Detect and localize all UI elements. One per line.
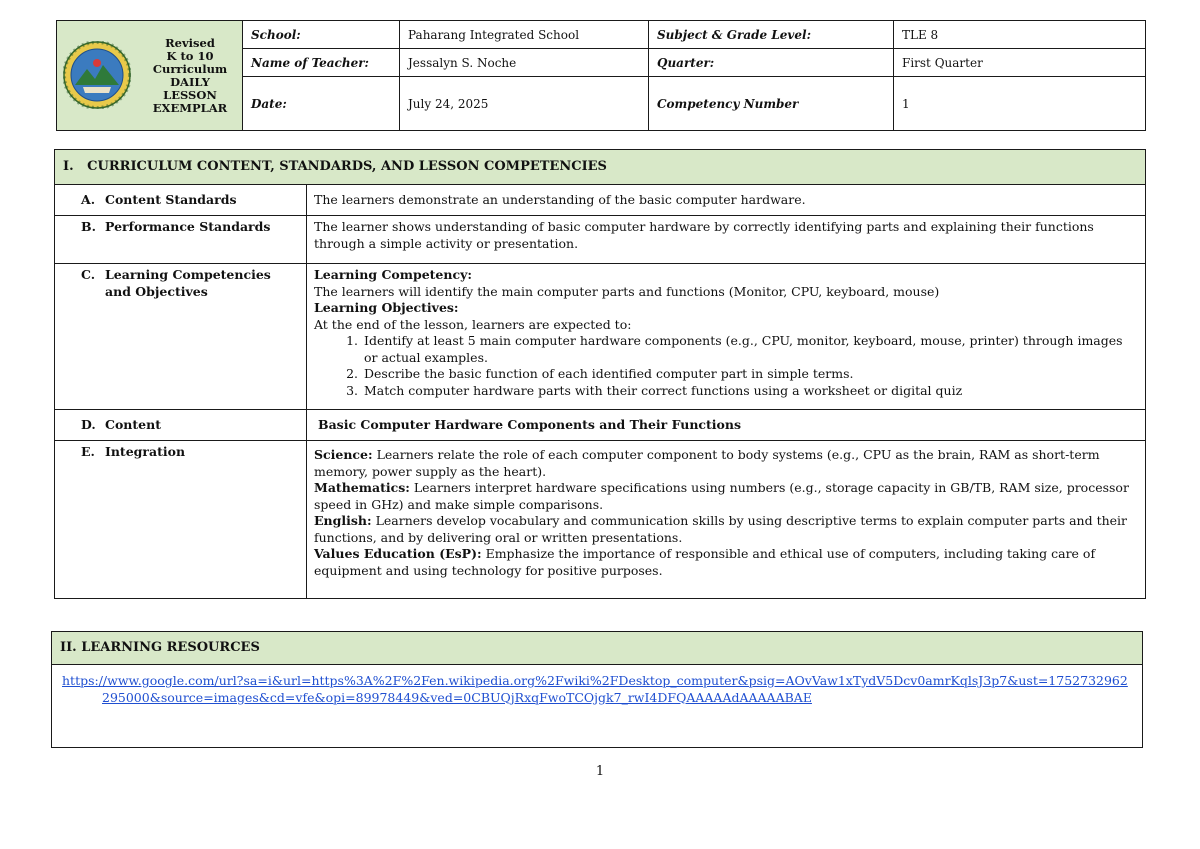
doc-title-line: DAILY LESSON: [163, 75, 217, 102]
subject-text: Learners relate the role of each computer component to body systems (e.g., CPU as the brain, RAM as short-term memory, power supply as the heart).: [314, 447, 1100, 479]
doc-title-line: EXEMPLAR: [152, 101, 228, 115]
subject-text: Learners develop vocabulary and communication skills by using descriptive terms to explain computer parts and their functions, and by delivering oral or written presentations.: [314, 513, 1128, 545]
competency-label: Competency Number: [649, 77, 894, 131]
row-label-text: Content Standards: [105, 191, 237, 207]
quarter-label: Quarter:: [649, 49, 894, 77]
performance-standards-label: [55, 216, 307, 264]
objectives-list: [314, 333, 1138, 399]
values-integration: [314, 546, 1138, 579]
content-standards-text: The learners demonstrate an understanding of the basic computer hardware.: [307, 185, 1146, 216]
competency-value: 1: [894, 77, 1146, 131]
row-letter: D.: [81, 416, 96, 432]
row-letter: B.: [81, 219, 96, 234]
school-seal-icon: [63, 41, 131, 109]
science-integration: [314, 447, 1138, 480]
doc-title-block: [145, 37, 235, 115]
learning-resources-table: [51, 631, 1143, 748]
resource-link[interactable]: https://www.google.com/url?sa=i&url=https%3A%2F%2Fen.wikipedia.org%2Fwiki%2FDesktop_computer&psig=AOvVaw1xTydV5Dcv0amrKqlsJ3p7&ust=1752732962295000&source=images&cd=vfe&opi=89978449&ved=0CBUQjRxqFwoTCOjgk7_rwI4DFQAAAAAdAAAAABAE: [62, 673, 1128, 705]
content-text: Basic Computer Hardware Components and Their Functions: [307, 410, 1146, 441]
subject-value: TLE 8: [894, 21, 1146, 49]
competency-text: The learners will identify the main computer parts and functions (Monitor, CPU, keyboard, mouse): [314, 283, 940, 299]
section-one-title: I. CURRICULUM CONTENT, STANDARDS, AND LESSON COMPETENCIES: [55, 150, 1146, 185]
objectives-heading: Learning Objectives:: [314, 300, 459, 315]
row-label-text: Learning Competencies: [105, 267, 271, 282]
page-number: 1: [595, 764, 605, 779]
quarter-value: First Quarter: [894, 49, 1146, 77]
objective-item: 3. Match computer hardware parts with their correct functions using a worksheet or digital quiz: [362, 383, 1138, 400]
lesson-header-table: [56, 20, 1146, 131]
section-two-title: II. LEARNING RESOURCES: [52, 632, 1143, 665]
row-label-text: and Objectives: [105, 283, 208, 299]
integration-label: [55, 441, 307, 599]
content-standards-label: [55, 185, 307, 216]
objectives-intro: At the end of the lesson, learners are expected to:: [314, 316, 632, 332]
row-label-text: Content: [105, 416, 161, 432]
learning-competencies-label: [55, 264, 307, 410]
date-label: Date:: [243, 77, 400, 131]
doc-title-line: Revised: [165, 36, 215, 50]
performance-standards-text: The learner shows understanding of basic computer hardware by correctly identifying parts and explaining their functions through a simple activity or presentation.: [307, 216, 1146, 264]
teacher-label: Name of Teacher:: [243, 49, 400, 77]
math-integration: [314, 480, 1138, 513]
subject-text: Learners interpret hardware specifications using numbers (e.g., storage capacity in GB/TB, RAM size, processor speed in GHz) and make simple comparisons.: [314, 480, 1129, 512]
subject-heading: English:: [314, 513, 372, 528]
subject-label: Subject & Grade Level:: [649, 21, 894, 49]
row-label-text: Performance Standards: [105, 219, 271, 234]
english-integration: [314, 513, 1138, 546]
date-value: July 24, 2025: [400, 77, 649, 131]
subject-heading: Values Education (EsP):: [314, 546, 482, 561]
resources-content: [52, 665, 1143, 748]
doc-title-line: K to 10: [166, 49, 214, 63]
school-value: Paharang Integrated School: [400, 21, 649, 49]
objective-item: 2. Describe the basic function of each identified computer part in simple terms.: [362, 366, 1138, 383]
row-letter: E.: [81, 444, 95, 459]
learning-competencies-content: [307, 264, 1146, 410]
teacher-value: Jessalyn S. Noche: [400, 49, 649, 77]
logo-title-cell: [57, 21, 243, 131]
subject-heading: Science:: [314, 447, 373, 462]
row-letter: A.: [81, 191, 96, 207]
row-label-text: Integration: [105, 444, 186, 459]
objective-item: 1. Identify at least 5 main computer hardware components (e.g., CPU, monitor, keyboard, mouse, printer) through images or actual examples.: [362, 333, 1138, 366]
subject-text: Emphasize the importance of responsible and ethical use of computers, including taking care of equipment and using technology for positive purposes.: [314, 546, 1096, 578]
curriculum-section-table: [54, 149, 1146, 599]
competency-heading: Learning Competency:: [314, 267, 472, 282]
row-letter: C.: [81, 267, 96, 282]
doc-title-line: Curriculum: [152, 62, 228, 76]
subject-heading: Mathematics:: [314, 480, 410, 495]
content-label: [55, 410, 307, 441]
school-label: School:: [243, 21, 400, 49]
integration-content: [307, 441, 1146, 599]
